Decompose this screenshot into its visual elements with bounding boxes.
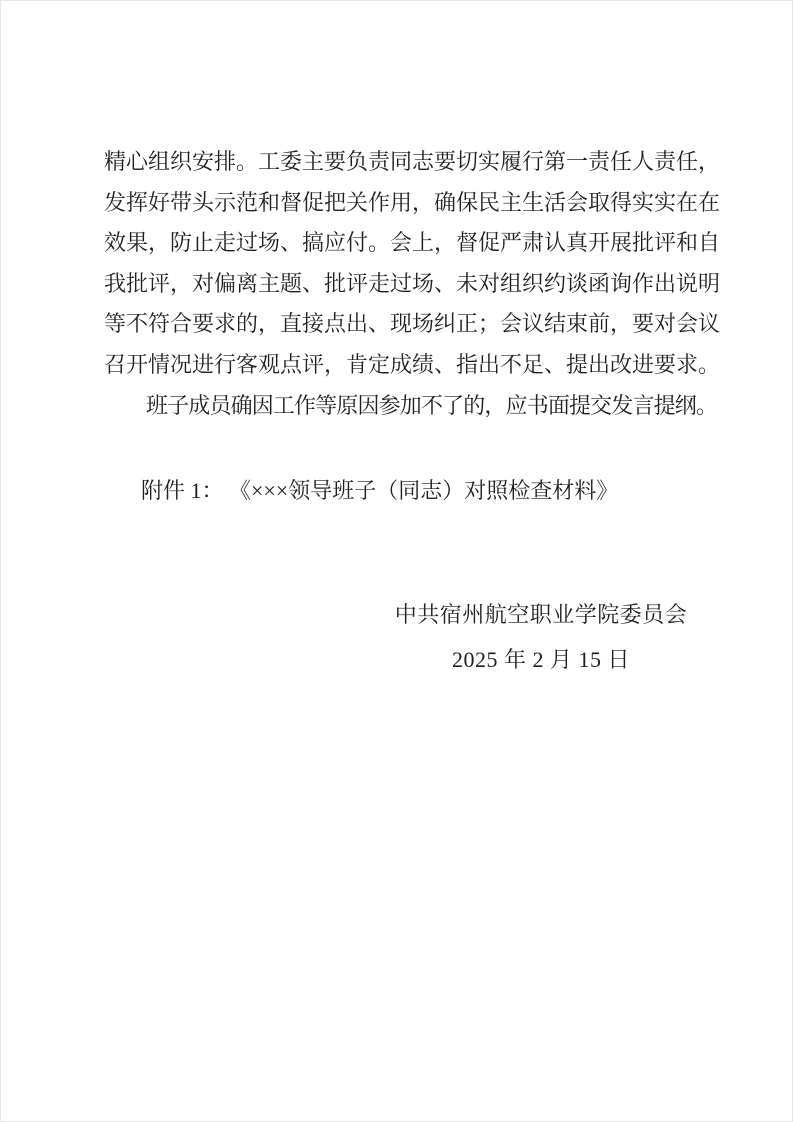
paragraph-line-5: 等不符合要求的，直接点出、现场纠正；会议结束前，要对会议 xyxy=(104,311,721,337)
paragraph-line-3: 效果，防止走过场、搞应付。会上，督促严肃认真开展批评和自 xyxy=(104,230,721,256)
paragraph-line-2: 发挥好带头示范和督促把关作用，确保民主生活会取得实实在在 xyxy=(104,189,721,215)
paragraph-line-4: 我批评，对偏离主题、批评走过场、未对组织约谈函询作出说明 xyxy=(104,270,721,296)
document-body xyxy=(104,142,720,426)
paragraph-2: 班子成员确因工作等原因参加不了的，应书面提交发言提纲。 xyxy=(146,392,718,418)
issuing-authority: 中共宿州航空职业学院委员会 xyxy=(394,602,688,627)
signature-block xyxy=(391,592,691,682)
attachment-note: 附件 1： 《×××领导班子（同志）对照检查材料》 xyxy=(141,478,619,503)
paragraph-line-1: 精心组织安排。工委主要负责同志要切实履行第一责任人责任， xyxy=(104,149,721,174)
issue-date: 2025 年 2 月 15 日 xyxy=(451,647,630,672)
paragraph-line-6: 召开情况进行客观点评，肯定成绩、指出不足、提出改进要求。 xyxy=(104,351,721,377)
